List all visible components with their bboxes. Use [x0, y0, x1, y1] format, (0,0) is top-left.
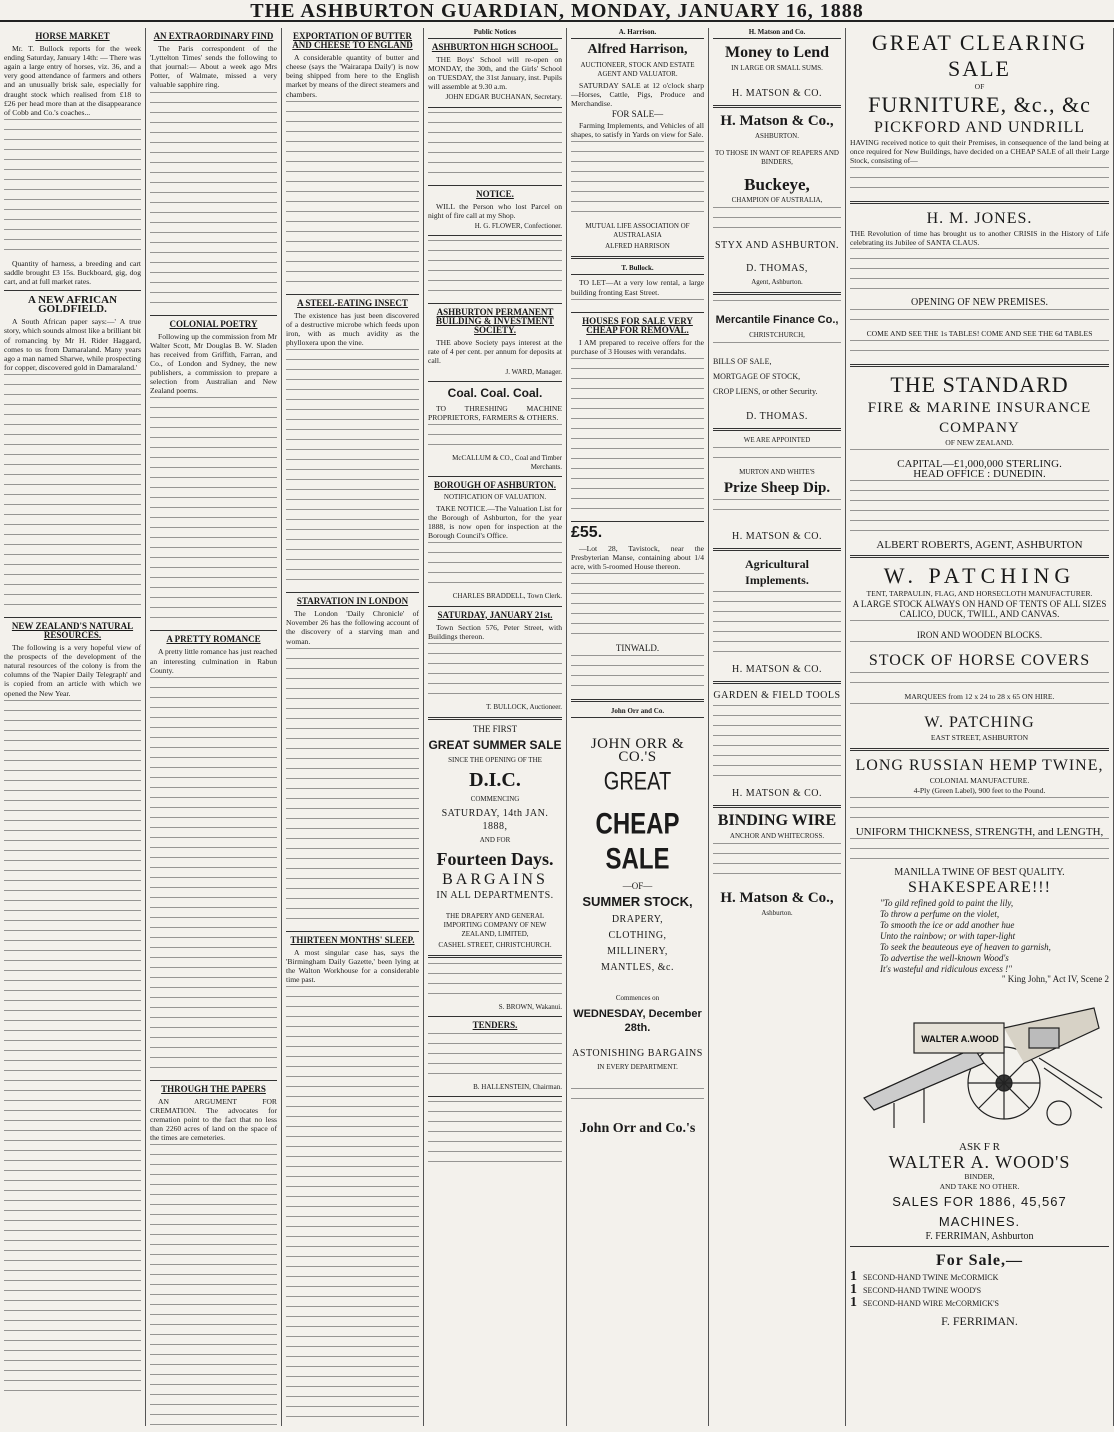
coal-ad-heading: Coal. Coal. Coal. — [447, 385, 543, 400]
column-3 — [282, 28, 424, 1426]
matson-ad-line: BILLS OF SALE, — [713, 357, 772, 366]
matson-ad-line: ANCHOR AND WHITECROSS. — [729, 832, 825, 840]
twine-title: LONG RUSSIAN HEMP TWINE, — [855, 757, 1104, 775]
ad-subhead: 4-Ply (Green Label), 900 feet to the Pound. — [913, 786, 1046, 796]
ad-subhead: IRON AND WOODEN BLOCKS. — [916, 630, 1043, 641]
orr-ad-line: MANTLES, &c. — [601, 962, 674, 974]
ferriman-line: F. FERRIMAN, Ashburton — [925, 1231, 1034, 1243]
orr-ad-line: SUMMER STOCK, — [582, 894, 693, 910]
head-office-line: HEAD OFFICE : DUNEDIN. — [913, 468, 1046, 481]
ad-subhead: TINWALD. — [615, 643, 660, 654]
notice-signature: JOHN EDGAR BUCHANAN, Secretary. — [445, 93, 562, 102]
notice-signature: McCALLUM & CO., Coal and Timber Merchants. — [452, 453, 562, 471]
notice-heading: NOTICE. — [476, 188, 514, 199]
notice-subheading: NOTIFICATION OF VALUATION. — [443, 493, 547, 502]
notice-signature: B. HALLENSTEIN, Chairman. — [473, 1083, 562, 1092]
orr-ad-line: CLOTHING, — [608, 930, 667, 942]
article-text: The following is a very hopeful view of the prospects of the development of the natural resources of the colony is from the columns of the 'Napier Daily Telegraph' and is copied from an article with which we opened the New Year. — [4, 643, 141, 698]
orr-ad-line: JOHN ORR & CO.'S — [590, 736, 685, 766]
dic-ad-line: D.I.C. — [469, 768, 521, 791]
article-text: A pretty little romance has just reached an interesting culmination in Rabun County. — [150, 647, 277, 675]
orr-ad-line: IN EVERY DEPARTMENT. — [597, 1063, 678, 1072]
matson-ad-line: IN LARGE OR SMALL SUMS. — [731, 64, 823, 72]
poem-line: To throw a perfume on the violet, — [880, 909, 1000, 920]
poem-line: To smooth the ice or add another hue — [880, 920, 1015, 931]
matson-ad-line: H. MATSON & CO. — [731, 88, 822, 99]
notice-heading: BOROUGH OF ASHBURTON. — [434, 479, 556, 490]
notice-signature: CHARLES BRADDELL, Town Clerk. — [452, 592, 562, 601]
article-text: Following up the commission from Mr Walter Scott, Mr Douglas B. W. Sladen has received from Griffith, Farran, and Co., of London and Sydney, the new publishers, a commission to prepare a selection from Australian and New Zealand poems. — [150, 331, 277, 396]
article-text: The Paris correspondent of the 'Lyttelton Times' sends the following to that journal:— About a week ago Mrs Potter, of Walmate, missed a very valuable sapphire ring. — [150, 44, 277, 90]
matson-ad-line: H. MATSON & CO. — [731, 788, 822, 799]
ad-subhead: EAST STREET, ASHBURTON — [930, 733, 1029, 743]
dic-ad-line: GREAT SUMMER SALE — [428, 737, 562, 752]
matson-ad-line: CHAMPION OF AUSTRALIA, — [731, 196, 823, 204]
orr-ad-line: GREAT — [603, 768, 672, 797]
ad-subhead: MARQUEES from 12 x 24 to 28 x 65 ON HIRE. — [904, 692, 1055, 702]
article-text: A most singular case has, says the 'Birmingham Daily Gazette,' been lying at the Walton Workhouse for a considerable time past. — [286, 947, 419, 984]
matson-ad-line: MURTON AND WHITE'S — [739, 468, 815, 476]
price-heading: £55. — [571, 524, 603, 542]
article-heading: EXPORTATION OF BUTTER AND CHEESE TO ENGLAND — [292, 31, 413, 51]
article-heading: A PRETTY ROMANCE — [166, 634, 261, 645]
ad-subhead: FOR SALE— — [611, 109, 664, 120]
article-heading: THROUGH THE PAPERS — [161, 1083, 266, 1094]
notice-heading: TENDERS. — [472, 1020, 518, 1030]
ad-text: —Lot 28, Tavistock, near the Presbyterian Manse, containing about 1/4 acre, with 5-roomed House thereon. — [571, 544, 704, 572]
article-text: AN ARGUMENT FOR CREMATION. The advocates for cremation point to the fact that no less than 2260 acres of land on the space of the times are cemeteries. — [150, 1096, 277, 1143]
orr-ad-line: ASTONISHING BARGAINS — [572, 1048, 703, 1060]
notice-signature: S. BROWN, Wakanui. — [498, 1002, 562, 1011]
orr-ad-line: —OF— — [622, 881, 653, 892]
patching-title-2: W. PATCHING — [924, 714, 1035, 732]
article-text: The London 'Daily Chronicle' of November 26 has the following account of the discovery of a starving man and woman. — [286, 609, 419, 646]
column-header: John Orr and Co. — [571, 707, 704, 718]
matson-ad-line: Agricultural Implements. — [745, 557, 809, 587]
matson-ad-line: CROP LIENS, or other Security. — [713, 387, 818, 396]
binder-machine-illustration — [854, 988, 1106, 1138]
orr-ad-line: Commences on — [615, 994, 660, 1003]
column-7 — [846, 28, 1114, 1426]
matson-ad-line: Money to Lend — [725, 44, 829, 61]
ad-subhead: MANILLA TWINE OF BEST QUALITY. — [894, 867, 1065, 879]
notice-signature: H. G. FLOWER, Confectioner. — [474, 221, 562, 230]
matson-ad-line: STYX AND ASHBURTON. — [714, 240, 839, 251]
for-sale-item: 1 SECOND-HAND TWINE McCORMICK — [850, 1269, 999, 1285]
notice-signature: J. WARD, Manager. — [505, 367, 562, 376]
insurance-title: FIRE & MARINE INSURANCE COMPANY — [867, 400, 1092, 437]
dic-ad-line: Fourteen Days. — [436, 848, 554, 869]
article-heading: STARVATION IN LONDON — [296, 596, 409, 607]
ad-text: I AM prepared to receive offers for the purchase of 3 Houses with verandahs. — [571, 337, 704, 356]
column-5 — [567, 28, 709, 1426]
masthead-title: THE ASHBURTON GUARDIAN, MONDAY, JANUARY 16, 1888 — [250, 0, 864, 22]
machine-label: WALTER A.WOOD — [920, 1034, 999, 1045]
ad-text: SATURDAY SALE at 12 o'clock sharp —Horses, Cattle, Pigs, Produce and Merchandise. — [571, 81, 704, 109]
matson-ad-line: Agent, Ashburton. — [751, 278, 803, 286]
for-sale-title: For Sale,— — [935, 1252, 1024, 1270]
column-header: Public Notices — [428, 28, 562, 39]
dic-ad-line: IN ALL DEPARTMENTS. — [436, 889, 554, 901]
ad-subhead: A LARGE STOCK ALWAYS ON HAND OF TENTS OF ALL SIZES CALICO, DUCK, TWILL, AND CANVAS. — [852, 599, 1107, 620]
matson-ad-line: CHRISTCHURCH, — [749, 331, 805, 339]
column-1 — [0, 28, 146, 1426]
column-header: H. Matson and Co. — [713, 28, 841, 39]
ad-subhead: COLONIAL MANUFACTURE. — [929, 776, 1030, 786]
article-heading: COLONIAL POETRY — [169, 318, 258, 329]
ad-text: THE Revolution of time has brought us to another CRISIS in the History of Life celebrating its Jubilee of SANTA CLAUS. — [850, 228, 1109, 247]
orr-ad-line: WEDNESDAY, December 28th. — [573, 1008, 702, 1035]
ask-for-line: ASK F R — [959, 1141, 1000, 1154]
notice-text: WILL the Person who lost Parcel on night of fire call at my Shop. — [428, 201, 562, 220]
notice-heading: SATURDAY, JANUARY 21st. — [437, 609, 553, 620]
article-text: A South African paper says:—' A true story, which sounds almost like a brilliant bit of romancing by Mr H. Rider Haggard, comes to us from Damaraland. Many years ago a man named Sharwe, while prospecting for copper, discovered gold in Damaraland.' — [4, 317, 141, 372]
matson-ad-line: Prize Sheep Dip. — [723, 480, 831, 496]
matson-ad-line: H. Matson & Co., — [720, 113, 834, 129]
notice-signature: T. BULLOCK, Auctioneer. — [486, 702, 562, 711]
poem-line: To advertise the well-known Wood's — [880, 953, 1009, 964]
matson-ad-line: D. THOMAS. — [746, 411, 808, 422]
column-6 — [709, 28, 846, 1426]
horse-covers-title: STOCK OF HORSE COVERS — [868, 652, 1091, 670]
orr-ad-line: DRAPERY, — [611, 914, 664, 926]
notice-text: THE Boys' School will re-open on MONDAY, the 30th, and the Girls' School on TUESDAY, the 31st January, inst. Pupils will assemble at 9.30 a.m. — [428, 55, 562, 92]
notice-heading: ASHBURTON HIGH SCHOOL. — [431, 42, 559, 52]
dic-ad-line: CASHEL STREET, CHRISTCHURCH. — [438, 940, 552, 949]
shakespeare-title: SHAKESPEARE!!! — [908, 879, 1051, 897]
matson-ad-line: WE ARE APPOINTED — [743, 436, 811, 444]
dic-ad-line: THE DRAPERY AND GENERAL IMPORTING COMPANY OF NEW ZEALAND, LIMITED, — [443, 911, 547, 938]
poem-line: It's wasteful and ridiculous excess !" — [880, 964, 1012, 975]
sales-title: SALES FOR 1886, 45,567 MACHINES. — [892, 1194, 1067, 1230]
matson-ad-line: ASHBURTON. — [755, 132, 799, 140]
matson-ad-line: Buckeye, — [744, 175, 810, 194]
column-header: A. Harrison. — [571, 28, 704, 39]
article-heading: AN EXTRAORDINARY FIND — [153, 31, 274, 41]
poem-line: Unto the rainbow; or with taper-light — [880, 931, 1016, 942]
poem-line: "To gild refined gold to paint the lily, — [880, 898, 1014, 909]
column-2 — [146, 28, 282, 1426]
notice-text: TO THRESHING MACHINE PROPRIETORS, FARMERS & OTHERS. — [428, 403, 562, 422]
notice-text: TAKE NOTICE.—The Valuation List for the Borough of Ashburton, for the year 1888, is now open for inspection at the Borough Council's Office. — [428, 504, 563, 541]
article-heading: NEW ZEALAND'S NATURAL RESOURCES. — [11, 620, 134, 640]
jones-title: H. M. JONES. — [926, 209, 1033, 227]
column-4 — [424, 28, 567, 1426]
article-text: Quantity of harness, a breeding and cart saddle brought £3 15s. Buckboard, gig, dog cart, and at full market rates. — [4, 258, 141, 287]
matson-ad-line: TO THOSE IN WANT OF REAPERS AND BINDERS, — [715, 149, 839, 166]
dic-ad-line: SATURDAY, 14th JAN. 1888, — [441, 807, 549, 832]
orr-ad-line: MILLINERY, — [607, 946, 668, 958]
ad-heading: HOUSES FOR SALE VERY CHEAP FOR REMOVAL. — [582, 315, 693, 335]
wood-title: WALTER A. WOOD'S — [888, 1152, 1071, 1173]
ad-text: Farming Implements, and Vehicles of all shapes, to satisfy in Yards on view for Sale. — [571, 121, 704, 140]
ad-subhead: COME AND SEE THE 1s TABLES! COME AND SEE THE 6d TABLES — [866, 329, 1093, 339]
article-text: A considerable quantity of butter and cheese (says the 'Wairarapa Daily') is now being shipped from here to the English market by means of the direct steamers and chambers. — [286, 53, 419, 99]
dic-ad-line: AND FOR — [479, 835, 511, 844]
article-heading: HORSE MARKET — [35, 31, 110, 41]
ad-subhead: OPENING OF NEW PREMISES. — [910, 297, 1049, 309]
notice-text: THE above Society pays interest at the rate of 4 per cent. per annum for deposits at call. — [428, 338, 562, 366]
standard-title: THE STANDARD — [890, 372, 1069, 398]
patching-title: W. PATCHING — [883, 563, 1076, 589]
matson-ad-line: H. Matson & Co., — [720, 890, 834, 906]
pickford-title: PICKFORD AND UNDRILL — [873, 119, 1086, 136]
article-heading: THIRTEEN MONTHS' SLEEP. — [290, 934, 415, 945]
matson-ad-line: H. MATSON & CO. — [731, 531, 822, 542]
dic-ad-line: COMMENCING — [470, 794, 520, 803]
matson-ad-line: Ashburton. — [761, 909, 793, 917]
ad-subhead: ALFRED HARRISON — [605, 242, 670, 251]
furniture-title: FURNITURE, &c., &c — [868, 92, 1091, 117]
orr-ad-line: John Orr and Co.'s — [579, 1121, 696, 1137]
matson-ad-line: H. MATSON & CO. — [731, 664, 822, 675]
ad-subhead: MUTUAL LIFE ASSOCIATION OF AUSTRALASIA — [585, 222, 690, 240]
harrison-name: Alfred Harrison, — [587, 42, 688, 57]
matson-ad-line: Mercantile Finance Co., — [715, 314, 839, 326]
article-heading: A STEEL-EATING INSECT — [297, 297, 408, 308]
clearing-sale-title: GREAT CLEARING SALE — [871, 30, 1088, 81]
matson-ad-line: BINDING WIRE — [717, 812, 837, 829]
article-text: Mr. T. Bullock reports for the week ending Saturday, January 14th: — There was again a large entry of horses, viz. 36, and a very good attendance of farmers and others and an unusually brisk sale, especially for draught stock which realised from £18 to £26 per head more than at the disappearance of Cobb and Co.'s coaches... — [4, 44, 141, 117]
ad-subhead: TENT, TARPAULIN, FLAG, AND HORSECLOTH MANUFACTURER. — [866, 589, 1093, 599]
matson-ad-line: D. THOMAS, — [746, 263, 808, 274]
ferriman-line-2: F. FERRIMAN. — [941, 1314, 1018, 1329]
masthead — [0, 0, 1114, 22]
dic-ad-line: THE FIRST — [472, 723, 518, 734]
article-text: The existence has just been discovered of a destructive microbe which feeds upon iron, with as much avidity as the phylloxera upon the vine. — [286, 310, 419, 348]
ad-subhead: UNIFORM THICKNESS, STRENGTH, and LENGTH, — [855, 826, 1104, 839]
dic-ad-line: SINCE THE OPENING OF THE — [448, 755, 542, 764]
ad-subhead: BINDER, — [964, 1172, 995, 1182]
orr-ad-line: CHEAP SALE — [595, 807, 680, 877]
article-heading: A NEW AFRICAN GOLDFIELD. — [27, 294, 118, 316]
capital-line: CAPITAL—£1,000,000 STERLING. — [897, 458, 1062, 471]
notice-text: Town Section 576, Peter Street, with Buildings thereon. — [428, 622, 562, 641]
matson-ad-line: GARDEN & FIELD TOOLS — [713, 690, 841, 701]
ad-text: TO LET—At a very low rental, a large building fronting East Street. — [571, 278, 704, 297]
column-header: T. Bullock. — [571, 264, 704, 275]
ad-subhead: OF NEW ZEALAND. — [945, 438, 1014, 448]
ad-text: HAVING received notice to quit their Premises, in consequence of the land being at once required for New Buildings, have decided on a CHEAP SALE of all their Large Stock, consisting of— — [850, 138, 1109, 166]
notice-heading: ASHBURTON PERMANENT BUILDING & INVESTMENT SOCIETY. — [435, 306, 555, 336]
for-sale-item: 1 SECOND-HAND WIRE McCORMICK'S — [850, 1295, 999, 1311]
poem-citation: " King John," Act IV, Scene 2 — [1001, 974, 1109, 985]
clearing-sale-of: OF — [974, 82, 985, 91]
for-sale-item: 1 SECOND-HAND TWINE WOOD'S — [850, 1282, 982, 1298]
matson-ad-line: MORTGAGE OF STOCK, — [713, 372, 801, 381]
harrison-trade: AUCTIONEER, STOCK AND ESTATE AGENT AND VALUATOR. — [580, 61, 695, 78]
ad-subhead: AND TAKE NO OTHER. — [939, 1182, 1020, 1192]
poem-line: To seek the beauteous eye of heaven to garnish, — [880, 942, 1051, 953]
agent-line: ALBERT ROBERTS, AGENT, ASHBURTON — [876, 539, 1083, 552]
dic-ad-line: BARGAINS — [442, 870, 548, 888]
